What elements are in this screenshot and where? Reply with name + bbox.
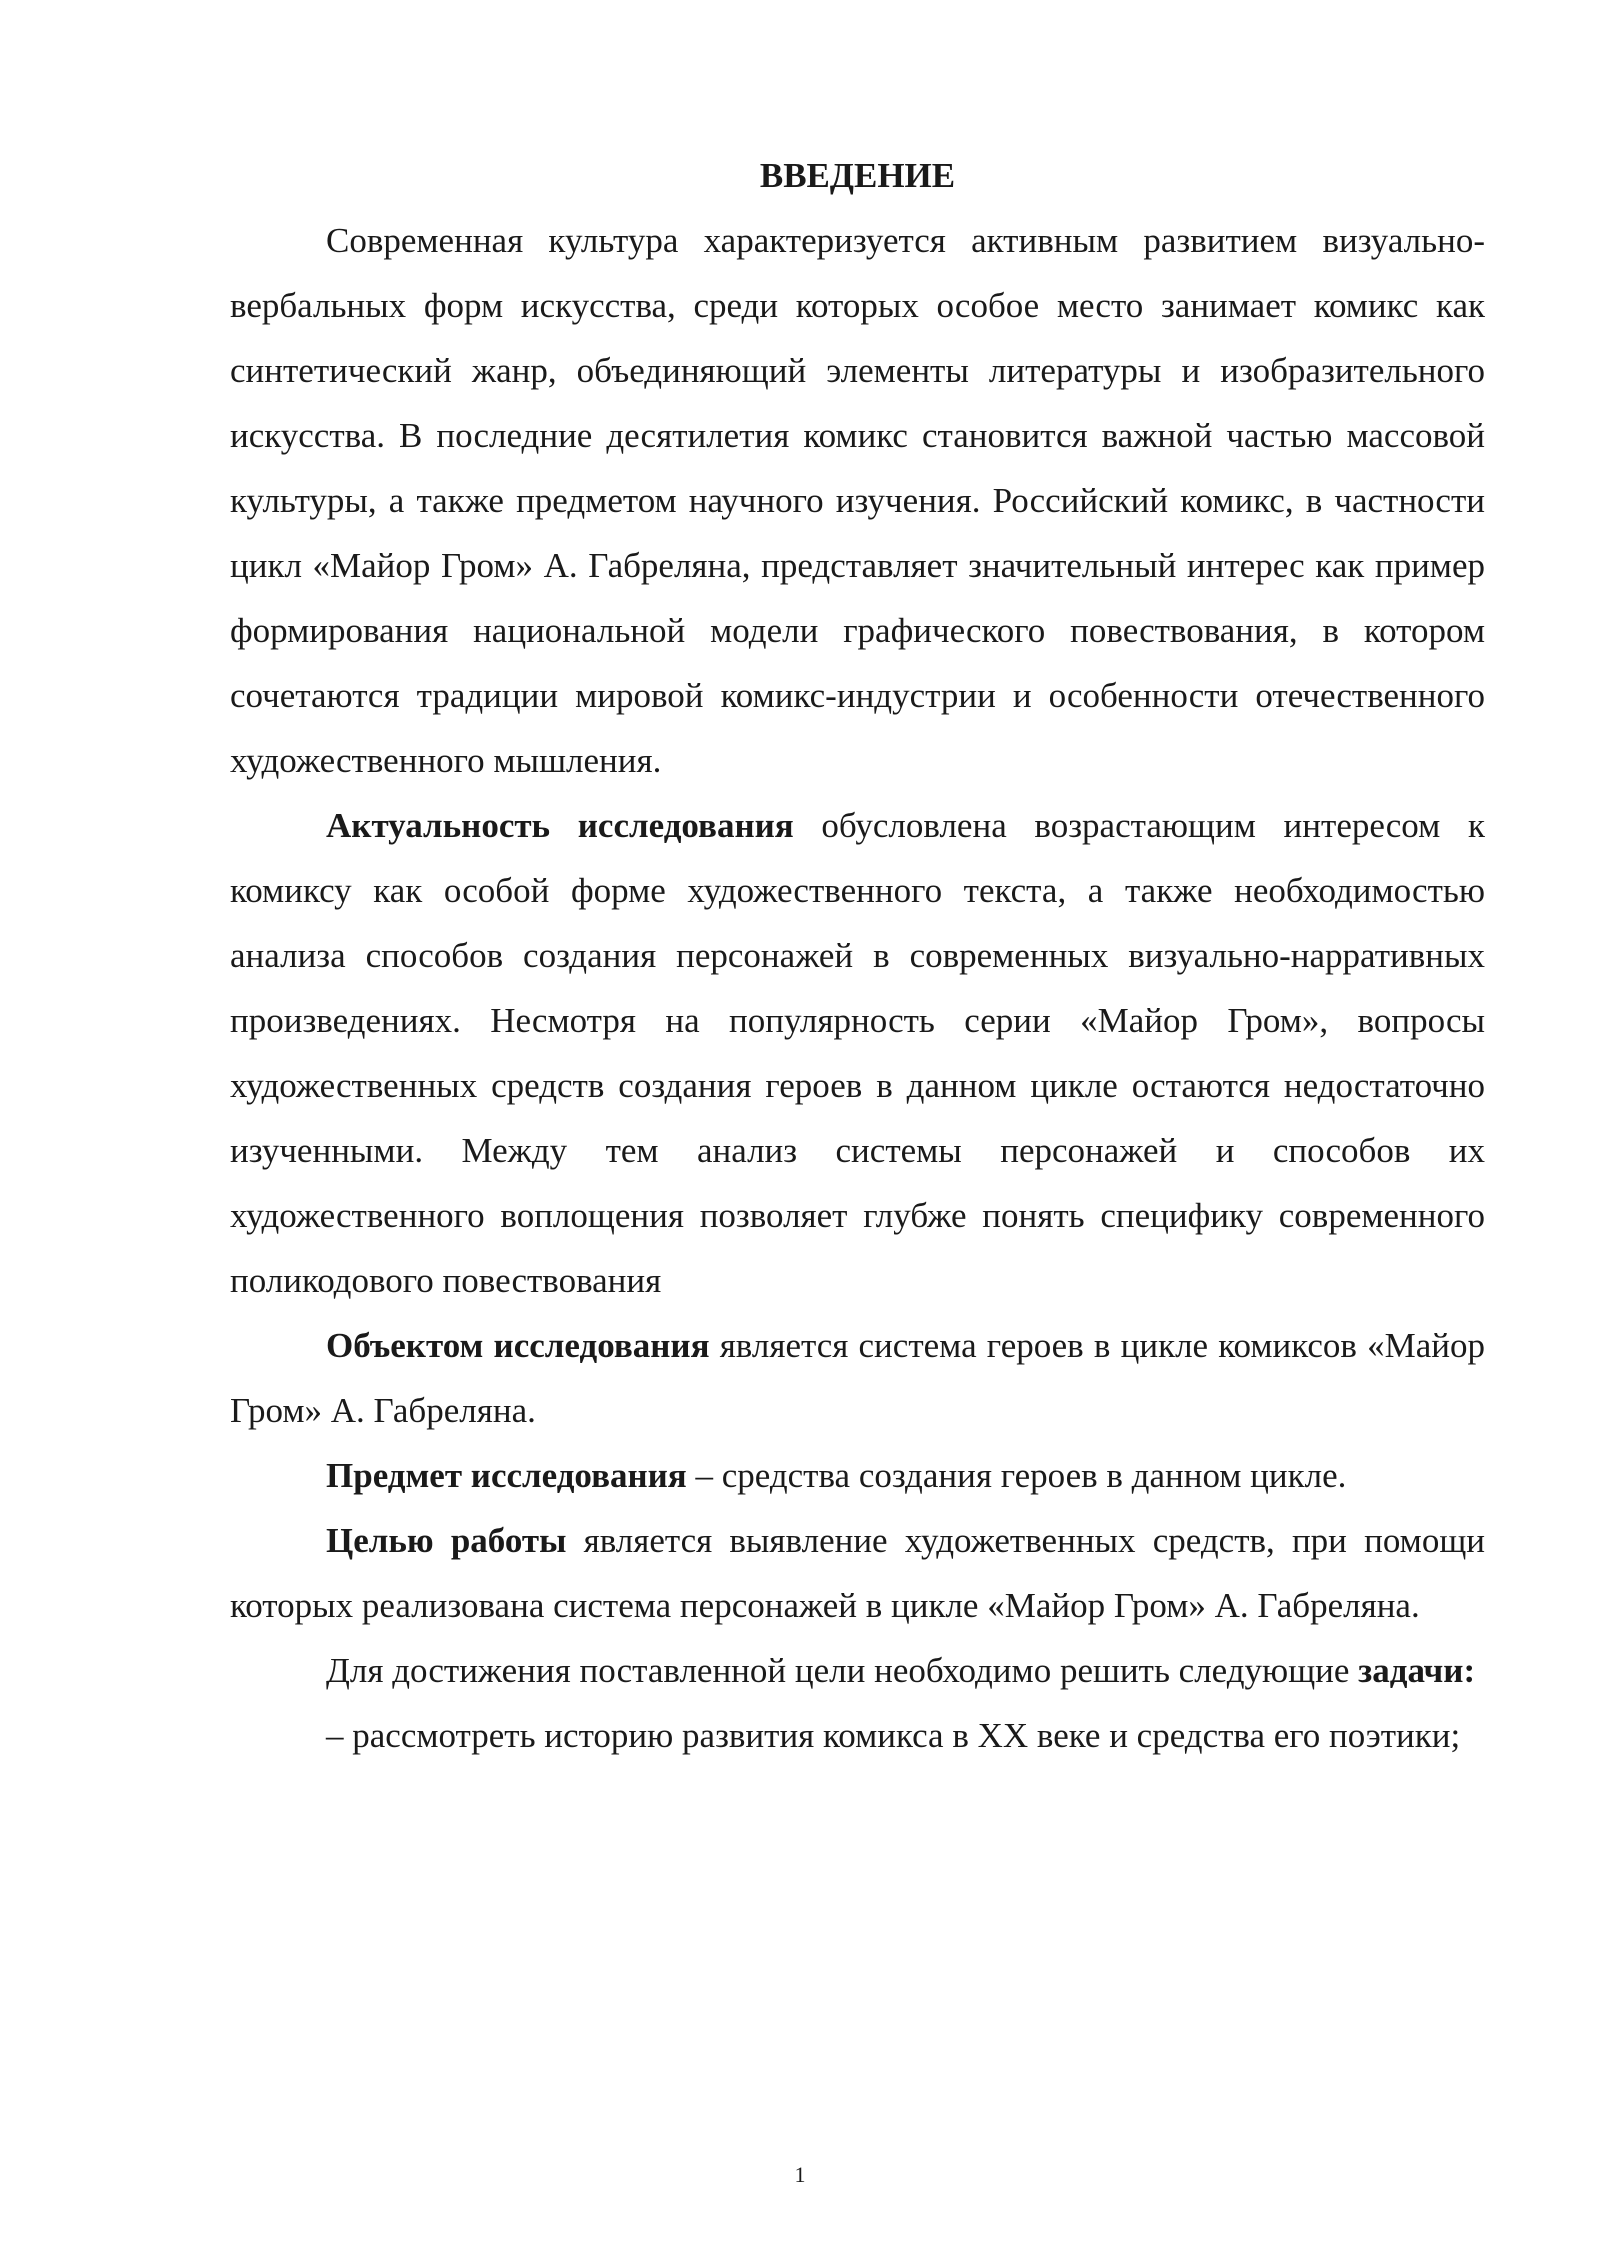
- goal-text: является выявление художетвенных средств, при помощи которых реализована система персонажей в цикле «Майор Гром» А. Габреляна.: [230, 1521, 1485, 1625]
- page-title: ВВЕДЕНИЕ: [759, 156, 956, 195]
- tasks-intro-text: Для достижения поставленной цели необходимо решить следующие: [326, 1651, 1359, 1690]
- page-content: [230, 143, 1485, 1768]
- paragraph-intro: Современная культура характеризуется активным развитием визуально-вербальных форм искусства, среди которых особое место занимает комикс как синтетический жанр, объединяющий элементы литературы и изобразительного искусства. В последние десятилетия комикс становится важной частью массовой культуры, а также предметом научного изучения. Российский комикс, в частности цикл «Майор Гром» А. Габреляна, представляет значительный интерес как пример формирования национальной модели графического повествования, в котором сочетаются традиции мировой комикс-индустрии и особенности отечественного художественного мышления.: [230, 221, 1485, 780]
- paragraph-subject: [230, 1443, 1485, 1508]
- task-item: – рассмотреть историю развития комикса в XX веке и средства его поэтики;: [326, 1716, 1461, 1755]
- object-term: Объектом исследования: [326, 1326, 710, 1365]
- paragraph-goal: [230, 1508, 1485, 1638]
- subject-term: Предмет исследования: [326, 1456, 687, 1495]
- object-text: является система героев в цикле комиксов «Майор Гром» А. Габреляна.: [230, 1326, 1486, 1430]
- relevance-text: обусловлена возрастающим интересом к комиксу как особой форме художественного текста, а также необходимостью анализа способов создания персонажей в современных визуально-нарративных произведениях. Несмотря на популярность серии «Майор Гром», вопросы художественных средств создания героев в данном цикле остаются недостаточно изученными. Между тем анализ системы персонажей и способов их художественного воплощения позволяет глубже понять специфику современного поликодового повествования: [230, 806, 1485, 1300]
- goal-term: Целью работы: [326, 1521, 567, 1560]
- paragraph-tasks-intro: [230, 1638, 1485, 1703]
- tasks-term: задачи:: [1358, 1651, 1476, 1690]
- paragraph-relevance: [230, 793, 1485, 1313]
- paragraph-object: [230, 1313, 1485, 1443]
- subject-text: – средства создания героев в данном цикле.: [686, 1456, 1347, 1495]
- page-number: 1: [794, 2162, 806, 2187]
- relevance-term: Актуальность исследования: [326, 806, 794, 845]
